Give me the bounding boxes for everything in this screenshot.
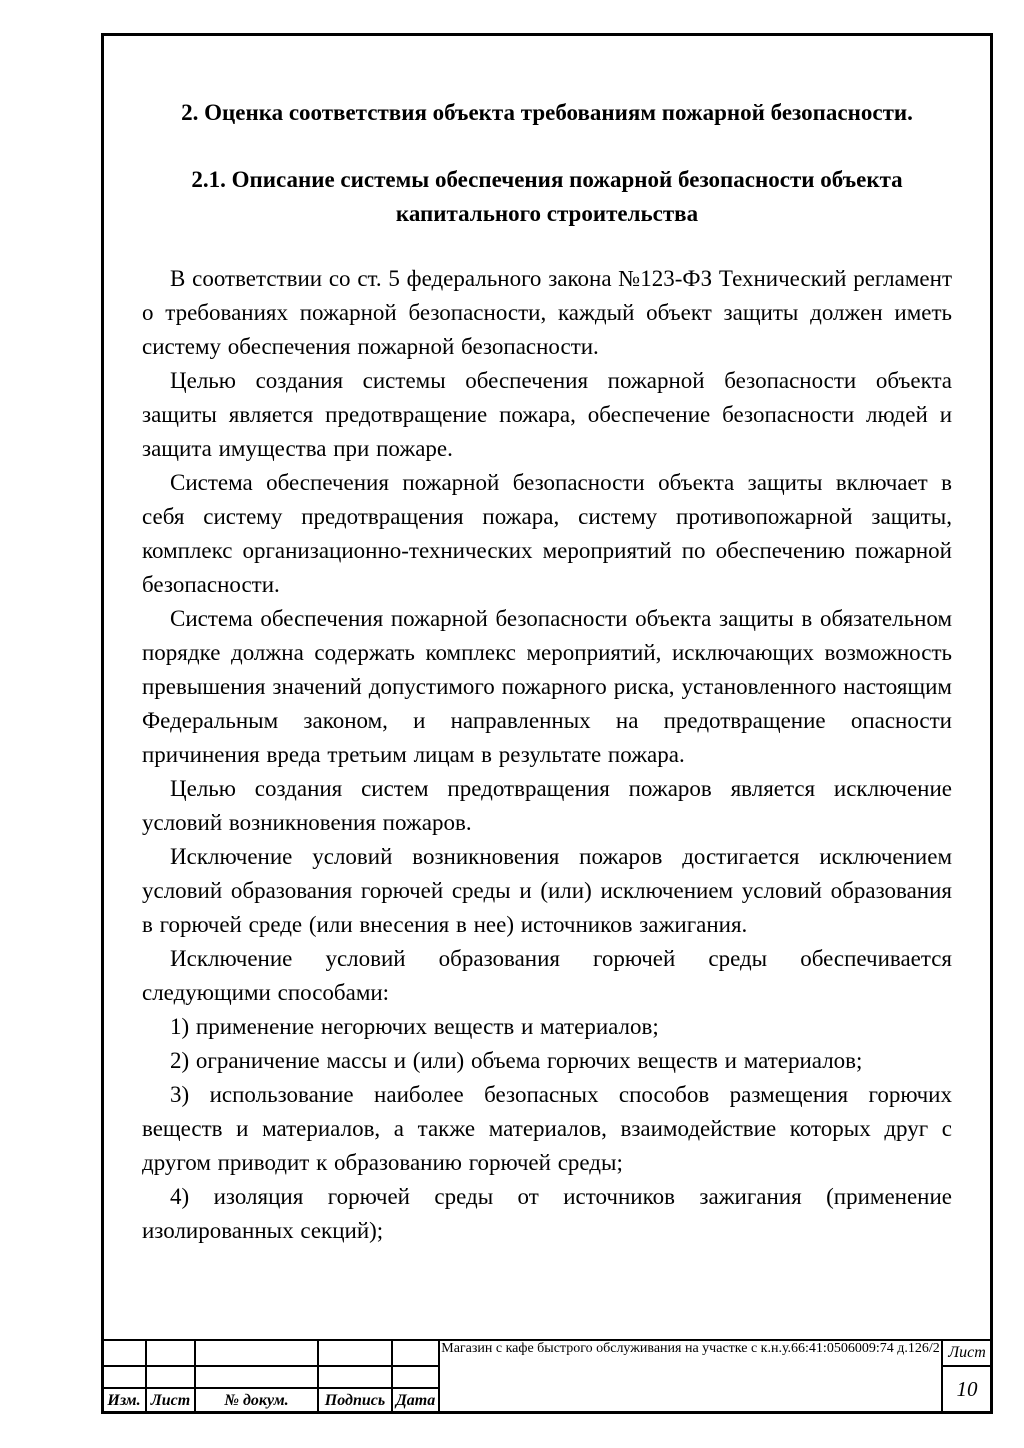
- label-podpis: Подпись: [318, 1388, 392, 1413]
- title-block-table: [101, 1339, 993, 1414]
- empty-cell: [146, 1340, 195, 1366]
- label-ndokum: № докум.: [195, 1388, 318, 1413]
- title-block: [101, 1339, 993, 1414]
- list-item: 4) изоляция горючей среды от источников зажигания (применение изолированных секций);: [142, 1184, 952, 1243]
- empty-cell: [195, 1340, 318, 1366]
- empty-cell: [392, 1366, 439, 1388]
- label-izm: Изм.: [102, 1388, 146, 1413]
- project-title: Магазин с кафе быстрого обслуживания на участке с к.н.у.66:41:0506009:74 д.126/2: [439, 1340, 942, 1413]
- body-paragraph: В соответствии со ст. 5 федерального закона №123-ФЗ Технический регламент о требованиях пожарной безопасности, каждый объект защиты должен иметь систему обеспечения пожарной безопасности.: [142, 266, 952, 359]
- section-heading: 2. Оценка соответствия объекта требованиям пожарной безопасности.: [181, 100, 913, 125]
- empty-cell: [318, 1340, 392, 1366]
- body-paragraph: Целью создания системы обеспечения пожарной безопасности объекта защиты является предотвращение пожара, обеспечение безопасности людей и защита имущества при пожаре.: [142, 368, 952, 461]
- label-data: Дата: [392, 1388, 439, 1413]
- list-item: 2) ограничение массы и (или) объема горючих веществ и материалов;: [170, 1048, 863, 1073]
- empty-cell: [318, 1366, 392, 1388]
- list-item: 3) использование наиболее безопасных способов размещения горючих веществ и материалов, а также материалов, взаимодействие которых друг с другом приводит к образованию горючей среды;: [142, 1082, 952, 1175]
- body-paragraph: Система обеспечения пожарной безопасности объекта защиты включает в себя систему предотвращения пожара, систему противопожарной защиты, комплекс организационно-технических мероприятий по обеспечению пожарной безопасности.: [142, 470, 952, 597]
- empty-cell: [146, 1366, 195, 1388]
- sheet-number: 10: [942, 1366, 992, 1413]
- body-paragraph: Исключение условий возникновения пожаров достигается исключением условий образования горючей среды и (или) исключением условий образования в горючей среде (или внесения в нее) источников зажигания.: [142, 844, 952, 937]
- body-paragraph: Исключение условий образования горючей среды обеспечивается следующими способами:: [142, 946, 952, 1005]
- empty-cell: [102, 1340, 146, 1366]
- empty-cell: [102, 1366, 146, 1388]
- subsection-heading: 2.1. Описание системы обеспечения пожарной безопасности объекта капитального строительства: [191, 167, 903, 226]
- document-content: [104, 36, 990, 1248]
- empty-cell: [195, 1366, 318, 1388]
- body-paragraph: Целью создания систем предотвращения пожаров является исключение условий возникновения пожаров.: [142, 776, 952, 835]
- document-frame: [101, 33, 993, 1414]
- list-item: 1) применение негорючих веществ и материалов;: [170, 1014, 659, 1039]
- label-list: Лист: [146, 1388, 195, 1413]
- empty-cell: [392, 1340, 439, 1366]
- sheet-label: Лист: [942, 1340, 992, 1366]
- body-paragraph: Система обеспечения пожарной безопасности объекта защиты в обязательном порядке должна содержать комплекс мероприятий, исключающих возможность превышения значений допустимого пожарного риска, установленного настоящим Федеральным законом, и направленных на предотвращение опасности причинения вреда третьим лицам в результате пожара.: [142, 606, 952, 767]
